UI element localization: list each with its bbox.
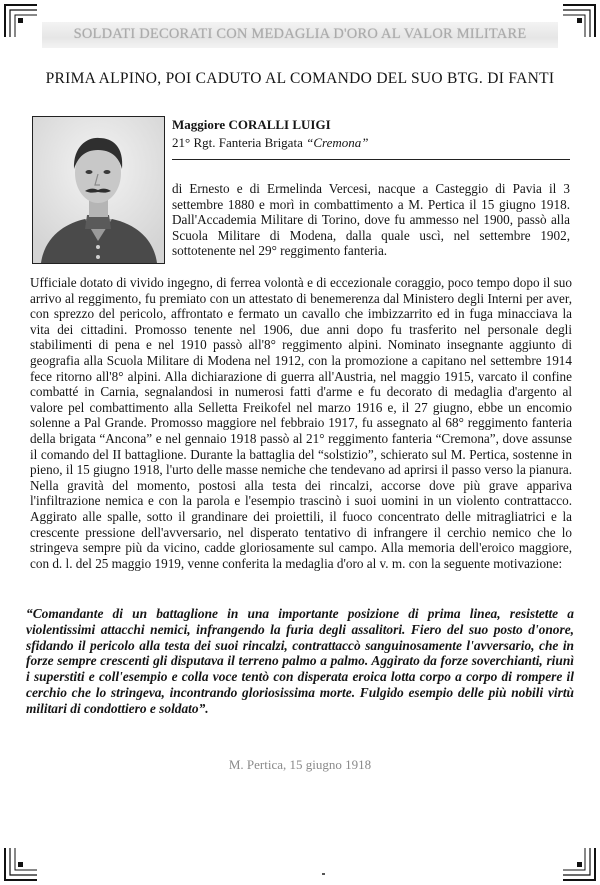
regiment-name: 21° Rgt. Fanteria Brigata: [172, 135, 303, 150]
divider-rule: [172, 159, 570, 160]
citation-place-date: M. Pertica, 15 giugno 1918: [228, 757, 372, 772]
biography-intro: di Ernesto e di Ermelinda Vercesi, nacque a Casteggio di Pavia il 3 settembre 1880 e morì in combattimento a M. Pertica il 15 giugno 1918. Dall'Accademia Militare di Torino, dove fu ammesso nel 1900, passò alla Scuola Militare di Modena, dalla quale uscì, nel settembre 1902, sottotenente nel 29° reggimento fanteria.: [172, 181, 570, 259]
officer-regiment: [172, 135, 368, 151]
biography-main: Ufficiale dotato di vivido ingegno, di ferrea volontà e di eccezionale coraggio, poco tempo dopo il suo arrivo al reggimento, fu premiato con un attestato di benemerenza dal Ministero degli Interni per aver, con sprezzo del pericolo, affrontato e fermato un cavallo che imbizzarrito ed in fuga minacciava la vita dei cittadini. Promosso tenente nel 1906, due anni dopo fu trasferito nel personale degli stabilimenti di pena e nel 1910 passò all'8° reggimento alpini. Nominato insegnante aggiunto di geografia alla Scuola Militare di Modena nel 1912, con la promozione a capitano nel settembre 1914 fece ritorno all'8° alpini. Alla dichiarazione di guerra all'Austria, nel maggio 1915, varcato il confine combatté in Carnia, segnalandosi in numerosi fatti d'arme e fu decorato di medaglia d'argento al valore pel combattimento alla Selletta Freikofel nel marzo 1916 e, il 27 giugno, ebbe un encomio solenne a Pal Grande. Promosso maggiore nel febbraio 1917, fu assegnato al 68° reggimento fanteria della brigata “Ancona” e nel gennaio 1918 passò al 21° reggimento fanteria “Cremona”, dove assunse il comando del II battaglione. Durante la battaglia del “solstizio”, schierato sul M. Pertica, sostenne in pieno, il 15 giugno 1918, l'urto delle masse nemiche che tendevano ad aprirsi il passo verso la pianura. Nella gravità del momento, postosi alla testa dei rincalzi, accorse dove più grave appariva l'infiltrazione nemica e con la parola e l'esempio trascinò i suoi uomini in un violento contrattacco. Aggirato alle spalle, sotto il grandinare dei proiettili, il fuoco concentrato delle mitragliatrici e la crescente pressione dell'avversario, nel disperato tentativo di infrangere il cerchio nemico che lo stringeva sempre più da vicino, cadde gloriosamente sul campo. Alla memoria dell'eroico maggiore, con d. l. del 25 maggio 1919, venne conferita la medaglia d'oro al v. m. con la seguente motivazione:: [30, 275, 572, 571]
brigade-name: “Cremona”: [306, 135, 369, 150]
corner-ornament-icon: [4, 4, 38, 38]
corner-ornament-icon: [562, 847, 596, 881]
corner-ornament-icon: [4, 847, 38, 881]
officer-rank: Maggiore: [172, 117, 226, 132]
medal-citation: “Comandante di un battaglione in una importante posizione di prima linea, resistette a violentissimi attacchi nemici, infrangendo la furia degli assalitori. Fiero del suo posto d'onore, sfidando il pericolo alla testa dei suoi rincalzi, contrattaccò sanguinosamente l'avversario, che in forze sempre crescenti gli disputava il terreno palmo a palmo. Aggirato da forze soverchianti, riunì i superstiti e coll'esempio e colla voce tentò con disperata eroica lotta corpo a corpo di rompere il cerchio che lo stringeva, incontrando gloriosissima morte. Fulgido esempio delle più nobili virtù militari di condottiero e soldato”.: [26, 606, 574, 716]
officer-surname: CORALLI LUIGI: [228, 117, 331, 132]
officer-portrait: [32, 116, 165, 264]
page-subtitle: PRIMA ALPINO, POI CADUTO AL COMANDO DEL SUO BTG. DI FANTI: [45, 70, 555, 87]
print-speck: [322, 873, 325, 875]
corner-ornament-icon: [562, 4, 596, 38]
section-header: SOLDATI DECORATI CON MEDAGLIA D'ORO AL VALOR MILITARE: [73, 26, 527, 42]
officer-name: [172, 117, 331, 133]
